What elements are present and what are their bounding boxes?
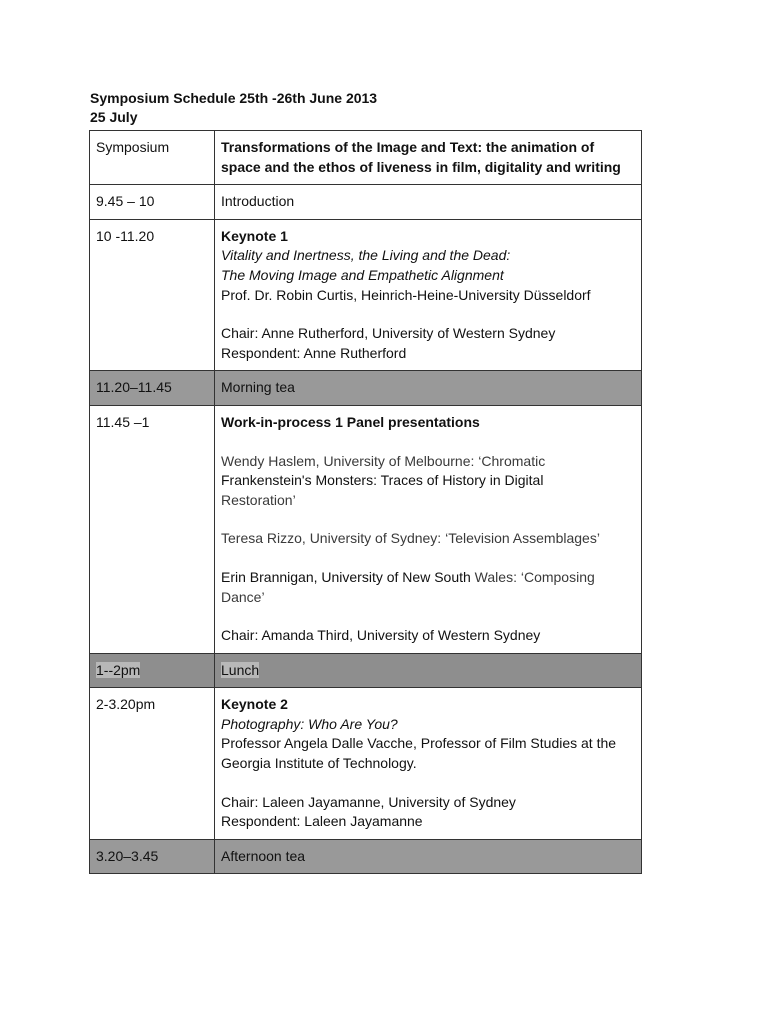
time-cell: 2-3.20pm — [90, 688, 215, 840]
table-row — [90, 405, 642, 653]
speaker: Professor Angela Dalle Vacche, Professor of Film Studies at the Georgia Institute of Technology. — [221, 735, 617, 772]
session-cell — [215, 405, 642, 653]
time-cell: 1--2pm — [90, 653, 215, 688]
chair: Chair: Anne Rutherford, University of Western Sydney — [221, 325, 556, 342]
schedule-heading — [90, 89, 377, 127]
table-row — [90, 185, 642, 220]
chair: Chair: Laleen Jayamanne, University of Sydney — [221, 793, 516, 810]
session-cell — [215, 219, 642, 371]
table-row — [90, 839, 642, 874]
time-cell: 11.45 –1 — [90, 405, 215, 653]
table-row — [90, 371, 642, 406]
symposium-title: Transformations of the Image and Text: the animation of space and the ethos of liveness in film, digitality and writing — [221, 139, 621, 175]
speaker: Prof. Dr. Robin Curtis, Heinrich-Heine-University Düsseldorf — [221, 286, 591, 303]
presentation: Dance’ — [221, 588, 265, 605]
presentation: Restoration’ — [221, 491, 296, 508]
respondent: Respondent: Laleen Jayamanne — [221, 813, 423, 830]
talk-title: The Moving Image and Empathetic Alignment — [221, 266, 504, 283]
keynote-title: Keynote 1 — [221, 227, 288, 244]
presentation: Frankenstein's Monsters: Traces of History in Digital — [221, 472, 544, 489]
keynote-title: Keynote 2 — [221, 696, 288, 713]
presentation: Teresa Rizzo, University of Sydney: ‘Television Assemblages’ — [221, 530, 600, 547]
session-cell: Introduction — [215, 185, 642, 220]
presentation: Wendy Haslem, University of Melbourne: ‘Chromatic — [221, 452, 546, 469]
schedule-table — [89, 130, 642, 874]
table-row — [90, 131, 642, 185]
session-cell — [215, 131, 642, 185]
time-cell: 9.45 – 10 — [90, 185, 215, 220]
time-cell: 3.20–3.45 — [90, 839, 215, 874]
panel-title: Work-in-process 1 Panel presentations — [221, 413, 480, 430]
time-cell: 10 -11.20 — [90, 219, 215, 371]
chair: Chair: Amanda Third, University of Western Sydney — [221, 627, 541, 644]
schedule-day: 25 July — [90, 109, 138, 125]
talk-title: Vitality and Inertness, the Living and the Dead: — [221, 247, 511, 264]
time-cell: 11.20–11.45 — [90, 371, 215, 406]
table-row — [90, 653, 642, 688]
presentation: Erin Brannigan, University of New South Wales: ‘Composing — [221, 568, 595, 585]
respondent: Respondent: Anne Rutherford — [221, 344, 407, 361]
session-cell: Lunch — [215, 653, 642, 688]
table-row — [90, 688, 642, 840]
schedule-title: Symposium Schedule 25th -26th June 2013 — [90, 90, 378, 106]
session-cell — [215, 688, 642, 840]
session-cell: Afternoon tea — [215, 839, 642, 874]
table-row — [90, 219, 642, 371]
time-cell: Symposium — [90, 131, 215, 185]
session-cell: Morning tea — [215, 371, 642, 406]
talk-title: Photography: Who Are You? — [221, 715, 398, 732]
